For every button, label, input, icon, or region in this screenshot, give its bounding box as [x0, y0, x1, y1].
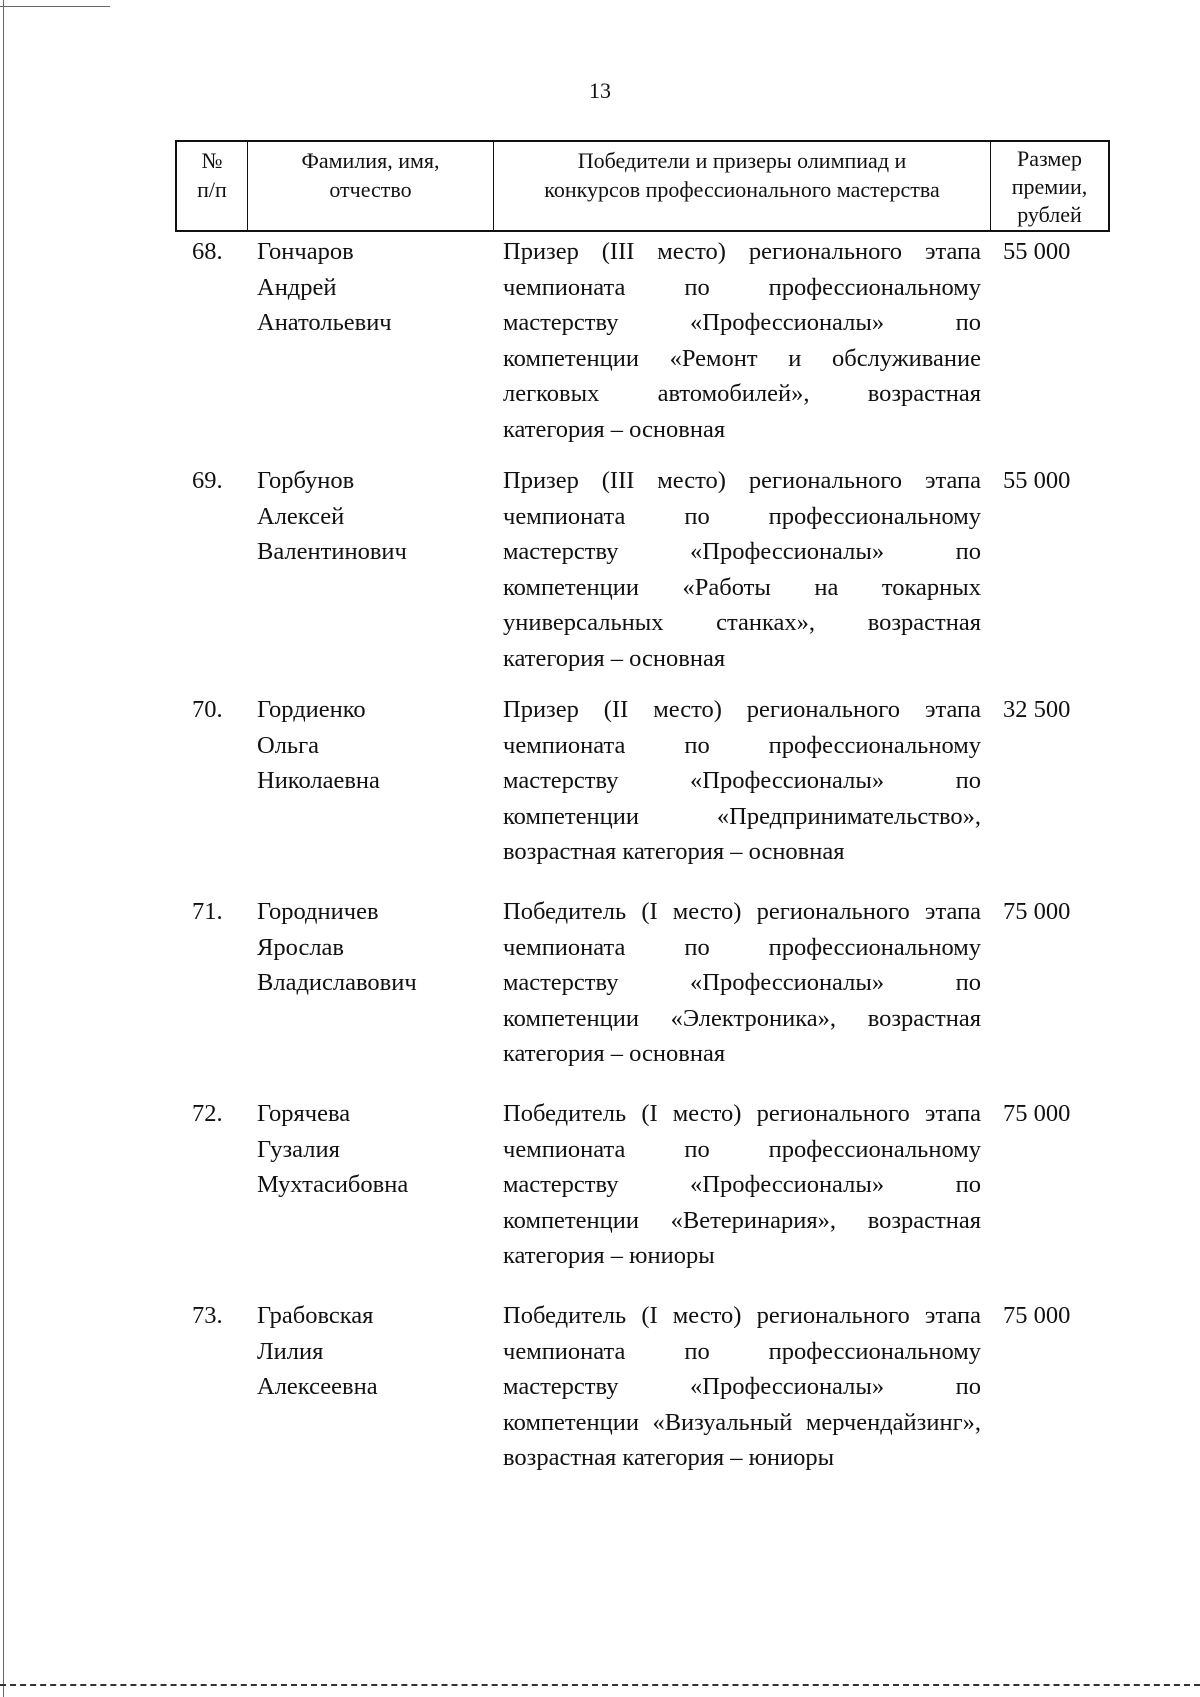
row-description: Призер (II место) регионального этапа чемпионата по профессиональному мастерству «Профессионалы» по компетенции «Предпринимательство», возрастная категория – основная	[503, 696, 981, 865]
row-description: Победитель (I место) регионального этапа чемпионата по профессиональному мастерству «Профессионалы» по компетенции «Электроника», возрастная категория – основная	[503, 898, 981, 1067]
row-description: Призер (III место) регионального этапа чемпионата по профессиональному мастерству «Профессионалы» по компетенции «Работы на токарных универсальных станках», возрастная категория – основная	[503, 467, 981, 672]
row-description: Победитель (I место) регионального этапа чемпионата по профессиональному мастерству «Профессионалы» по компетенции «Визуальный мерчендайзинг», возрастная категория – юниоры	[503, 1302, 981, 1471]
header-num: № п/п	[177, 142, 248, 230]
row-number: 71.	[192, 898, 223, 925]
row-name: Городничев Ярослав Владиславович	[257, 898, 417, 996]
row-number: 72.	[192, 1100, 223, 1127]
row-amount: 75 000	[1003, 1302, 1071, 1329]
row-name: Гордиенко Ольга Николаевна	[257, 696, 380, 794]
row-name: Грабовская Лилия Алексеевна	[257, 1302, 378, 1400]
row-amount: 75 000	[1003, 1100, 1071, 1127]
row-description: Победитель (I место) регионального этапа чемпионата по профессиональному мастерству «Профессионалы» по компетенции «Ветеринария», возрастная категория – юниоры	[503, 1100, 981, 1269]
scan-bottom-rule	[0, 1684, 1200, 1686]
page-number: 13	[589, 78, 611, 103]
header-name: Фамилия, имя, отчество	[248, 142, 494, 230]
row-amount: 32 500	[1003, 696, 1071, 723]
header-description: Победители и призеры олимпиад и конкурсов профессионального мастерства	[494, 142, 991, 230]
row-number: 68.	[192, 238, 223, 265]
row-name: Горбунов Алексей Валентинович	[257, 467, 407, 565]
table-header	[175, 140, 1110, 232]
row-name: Горячева Гузалия Мухтасибовна	[257, 1100, 409, 1198]
row-amount: 55 000	[1003, 467, 1071, 494]
row-number: 69.	[192, 467, 223, 494]
scan-top-edge	[0, 6, 110, 7]
row-amount: 55 000	[1003, 238, 1071, 265]
row-number: 70.	[192, 696, 223, 723]
row-number: 73.	[192, 1302, 223, 1329]
row-description: Призер (III место) регионального этапа чемпионата по профессиональному мастерству «Профессионалы» по компетенции «Ремонт и обслуживание легковых автомобилей», возрастная категория – основная	[503, 238, 981, 443]
row-amount: 75 000	[1003, 898, 1071, 925]
row-name: Гончаров Андрей Анатольевич	[257, 238, 392, 336]
header-amount: Размер премии, рублей	[1011, 146, 1088, 227]
scan-left-edge	[3, 0, 4, 1697]
